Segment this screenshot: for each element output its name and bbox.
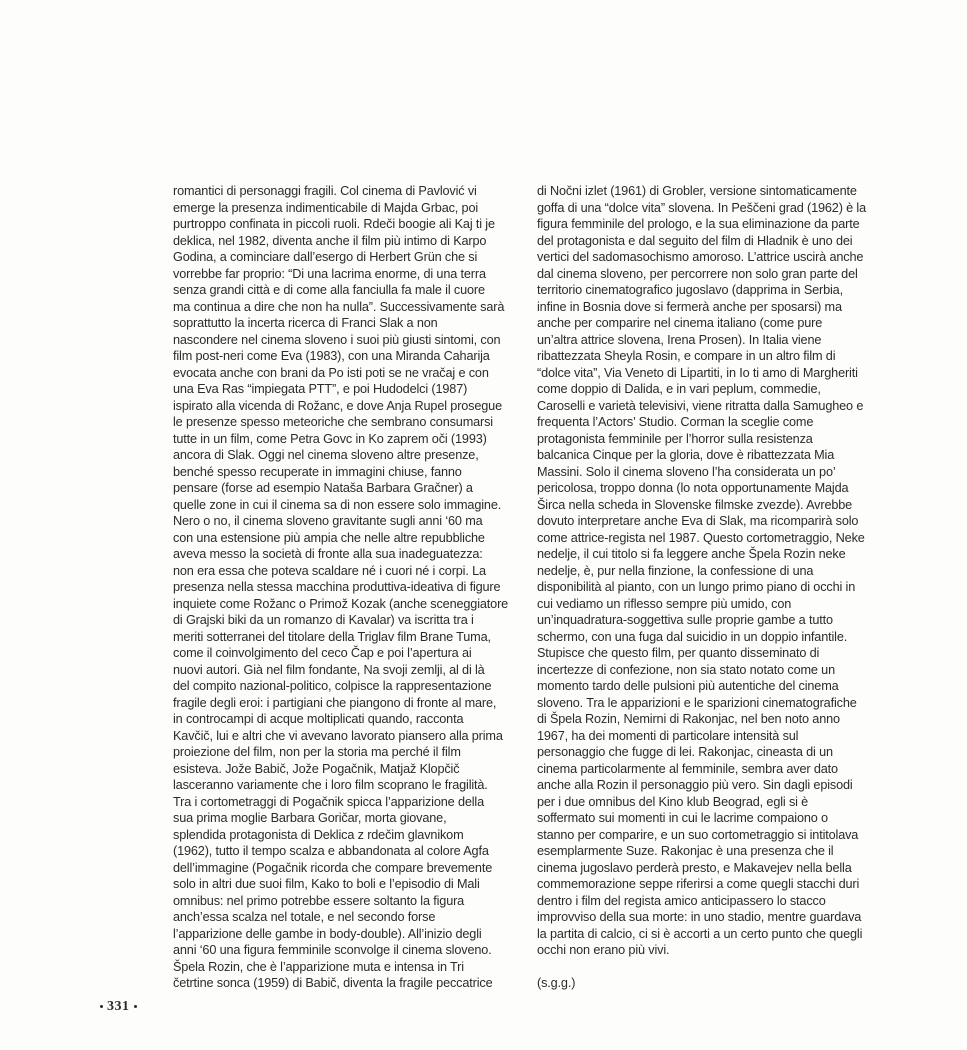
text-line: del compito nazional-politico, colpisce la rappresentazione <box>173 679 492 693</box>
text-line: commemorazione seppe riferirsi a come quegli stacchi duri <box>537 877 860 891</box>
text-line: inquiete come Rožanc o Primož Kozak (anche sceneggiatore <box>173 596 509 611</box>
text-line: presenza nella stessa macchina produttiva-ideativa di figure <box>173 580 501 594</box>
text-line: momento tardo delle pulsioni più autentiche del cinema <box>537 679 839 693</box>
text-line: Širca nella scheda in Slovenske filmske zvezde). Avrebbe <box>537 497 853 512</box>
text-line: un’altra attrice slovena, Irena Prosen). In Italia viene <box>537 332 822 347</box>
text-line: soffermato sui momenti in cui le lacrime compaiono o <box>537 811 828 825</box>
text-line: protagonista femminile per l’horror sulla resistenza <box>537 431 813 446</box>
text-line: ancora di Slak. Oggi nel cinema sloveno altre presenze, <box>173 448 479 462</box>
text-line: nedelje, è, pur nella finzione, la confessione di una <box>537 563 814 578</box>
text-line: Nero o no, il cinema sloveno gravitante sugli anni ‘60 ma <box>173 514 483 528</box>
text-line: deklica, nel 1982, diventa anche il film più intimo di Karpo <box>173 233 487 248</box>
text-line: cinema jugoslavo perderà presto, e Makavejev nella bella <box>537 860 852 875</box>
text-line: un’inquadratura-soggettiva sulle proprie gambe a tutto <box>537 613 833 627</box>
text-line: ma continua a dire che non ha nulla”. Successivamente sarà <box>173 299 505 314</box>
text-line: ribattezzata Sheyla Rosin, e compare in un altro film di <box>537 349 836 363</box>
text-line: purtroppo confinata in piccoli ruoli. Rdeči boogie ali Kaj ti je <box>173 217 495 231</box>
text-line: figura femminile del prologo, e la sua eliminazione da parte <box>537 217 860 231</box>
right-text-column <box>537 183 867 992</box>
text-line: in controcampi di acque moltiplicati quando, racconta <box>173 712 464 726</box>
text-line: frequenta l’Actors’ Studio. Corman la sceglie come <box>537 415 814 429</box>
text-line: tutte in un film, come Petra Govc in Ko zaprem oči (1993) <box>173 431 487 446</box>
paragraph-gap <box>537 959 857 976</box>
text-line: di Špela Rozin, Nemirni di Rakonjac, nel ben noto anno <box>537 712 840 726</box>
text-line: occhi non erano più vivi. <box>537 943 670 957</box>
text-line: 1967, ha dei momenti di particolare intensità sul <box>537 728 799 743</box>
text-line: film post-neri come Eva (1983), con una Miranda Caharija <box>173 349 490 363</box>
text-line: di Nočni izlet (1961) di Grobler, versione sintomaticamente <box>537 184 857 198</box>
text-line: incertezze di confezione, non sia stato notato come un <box>537 662 835 677</box>
text-line: come attrice-regista nel 1987. Questo cortometraggio, Neke <box>537 530 865 545</box>
text-line: infine in Bosnia dove si fermerà anche per sposarsi) ma <box>537 299 842 314</box>
folio-dot-left <box>100 1005 103 1008</box>
folio-dot-right <box>134 1005 137 1008</box>
text-line: cinema particolarmente al femminile, sembra aver dato <box>537 761 838 776</box>
text-line: solo in altri due suoi film, Kako to boli e l’episodio di Mali <box>173 877 480 891</box>
text-line: nuovi autori. Già nel film fondante, Na svoji zemlji, al di là <box>173 662 485 677</box>
text-line: per i due omnibus del Kino klub Beograd, egli si è <box>537 794 809 809</box>
text-line: senza grandi città e di come alla fanciulla fa male il cuore <box>173 283 485 297</box>
text-line: ispirato alla vicenda di Rožanc, e dove Anja Rupel prosegue <box>173 398 502 413</box>
text-line: benché spesso recuperate in immagini chiuse, fanno <box>173 464 462 479</box>
text-line: dovuto interpretare anche Eva di Slak, ma ricomparirà solo <box>537 514 859 528</box>
text-line: esisteva. Jože Babič, Jože Pogačnik, Matjaž Klopčič <box>173 761 460 776</box>
text-line: non era essa che poteva scaldare né i cuori né i corpi. La <box>173 563 486 578</box>
text-line: con una estensione più ampia che nelle altre repubbliche <box>173 530 485 545</box>
text-line: omnibus: nel primo potrebbe essere soltanto la figura <box>173 893 465 908</box>
text-line: stanno per comparire, e un suo cortometraggio si intitolava <box>537 827 859 842</box>
text-line: (1962), tutto il tempo scalza e abbandonata al colore Agfa <box>173 844 489 858</box>
text-line: personaggio che fugge di lei. Rakonjac, cineasta di un <box>537 745 833 759</box>
text-line: pericolosa, troppo donna (lo nota opportunamente Majda <box>537 481 849 495</box>
text-line: Massini. Solo il cinema sloveno l’ha considerata un po’ <box>537 464 836 479</box>
text-line: emerge la presenza indimenticabile di Majda Grbac, poi <box>173 200 479 215</box>
text-line: meriti sotterranei del titolare della Triglav film Brane Tuma, <box>173 629 491 644</box>
text-line: dentro i film del regista amico anticipassero lo stacco <box>537 893 826 908</box>
text-line: vorrebbe far proprio: “Di una lacrima enorme, di una terra <box>173 266 486 281</box>
text-line: fragile degli eroi: i partigiani che piangono di fronte al mare, <box>173 695 497 710</box>
text-line: evocata anche con brani da Po isti poti se ne vračaj e con <box>173 365 489 380</box>
text-line: pensare (forse ad esempio Nataša Barbara Gračner) a <box>173 481 473 495</box>
text-line: disponibilità al pianto, con un lungo primo piano di occhi in <box>537 580 856 594</box>
text-line: “dolce vita”, Via Veneto di Lipartiti, in Io ti amo di Margheriti <box>537 365 858 380</box>
text-line: četrtine sonca (1959) di Babič, diventa la fragile peccatrice <box>173 976 493 990</box>
text-line: nedelje, il cui titolo si fa leggere anche Špela Rozin neke <box>537 547 846 561</box>
left-text-column <box>173 183 509 992</box>
text-line: Kavčič, lui e altri che vi avevano lavorato piansero alla prima <box>173 728 503 743</box>
text-line: come doppio di Dalida, e in vari peplum, commedie, <box>537 382 821 396</box>
text-line: dell’immagine (Pogačnik ricorda che compare brevemente <box>173 860 493 875</box>
text-line: esemplarmente Suze. Rakonjac è una presenza che il <box>537 844 834 858</box>
text-line: anni ‘60 una figura femminile sconvolge il cinema sloveno. <box>173 943 492 957</box>
text-line: cui vediamo un riflesso sempre più umido, con <box>537 596 792 611</box>
text-line: le presenze spesso meteoriche che sembrano consumarsi <box>173 415 493 429</box>
text-line: splendida protagonista di Deklica z rdečim glavnikom <box>173 827 464 842</box>
text-line: di Grajski biki da un romanzo di Kavalar) va iscritta tra i <box>173 613 474 627</box>
text-line: anch’essa scalza nel totale, e nel secondo forse <box>173 910 436 924</box>
text-line: soprattutto la incerta ricerca di Franci Slak a non <box>173 316 438 330</box>
page-number-text: 331 <box>107 999 130 1014</box>
text-line: territorio cinematografico jugoslavo (dapprima in Serbia, <box>537 283 843 297</box>
text-line: anche per comparire nel cinema italiano (come pure <box>537 316 823 330</box>
text-line: aveva messo la società di fronte alla sua inadeguatezza: <box>173 547 483 561</box>
text-line: sua prima moglie Barbara Goričar, morta giovane, <box>173 811 447 825</box>
text-line: Tra i cortometraggi di Pogačnik spicca l’apparizione della <box>173 794 484 809</box>
text-line: Godina, a cominciare dall’esergo di Herbert Grün che si <box>173 250 478 264</box>
text-line: improvviso della sua morte: in uno stadio, mentre guardava <box>537 910 862 924</box>
text-line: balcanica Cinque per la gloria, dove è ribattezzata Mia <box>537 448 835 462</box>
text-line: del protagonista e dal seguito del film di Hladnik è uno dei <box>537 233 853 248</box>
text-line: una Eva Ras “impiegata PTT”, e poi Hudodelci (1987) <box>173 382 468 396</box>
text-line: dal cinema sloveno, per percorrere non solo gran parte del <box>537 266 858 281</box>
author-signature: (s.g.g.) <box>537 976 576 990</box>
text-line: Špela Rozin, che è l’apparizione muta e intensa in Tri <box>173 959 464 974</box>
text-line: quelle zone in cui il cinema sa di non essere solo immagine. <box>173 497 502 512</box>
text-line: nascondere nel cinema sloveno i suoi più giusti sintomi, con <box>173 332 501 347</box>
page-number <box>96 999 141 1015</box>
text-line: proiezione del film, non per la storia ma perché il film <box>173 745 461 759</box>
text-line: romantici di personaggi fragili. Col cinema di Pavlović vi <box>173 184 477 198</box>
text-line: come il coinvolgimento del ceco Čap e poi l’apertura ai <box>173 646 472 660</box>
text-line: goffa di una “dolce vita” slovena. In Peščeni grad (1962) è la <box>537 200 867 215</box>
text-line: lasceranno variamente che i loro film scoprano le fragilità. <box>173 778 488 792</box>
text-line: Stupisce che questo film, per quanto disseminato di <box>537 646 820 660</box>
text-line: anche alla Rozin il personaggio più vero. Sin dagli episodi <box>537 778 853 792</box>
text-line: schermo, con una fuga dal suicidio in un doppio infantile. <box>537 629 848 644</box>
text-line: vertici del sadomasochismo amoroso. L’attrice uscirà anche <box>537 250 864 264</box>
text-line: Caroselli e varietà televisivi, viene ritratta dalla Samugheo e <box>537 398 864 413</box>
text-line: sloveno. Tra le apparizioni e le sparizioni cinematografiche <box>537 695 857 710</box>
text-line: l’apparizione delle gambe in body-double). All’inizio degli <box>173 926 482 941</box>
text-line: la partita di calcio, ci si è accorti a un certo punto che quegli <box>537 926 863 941</box>
